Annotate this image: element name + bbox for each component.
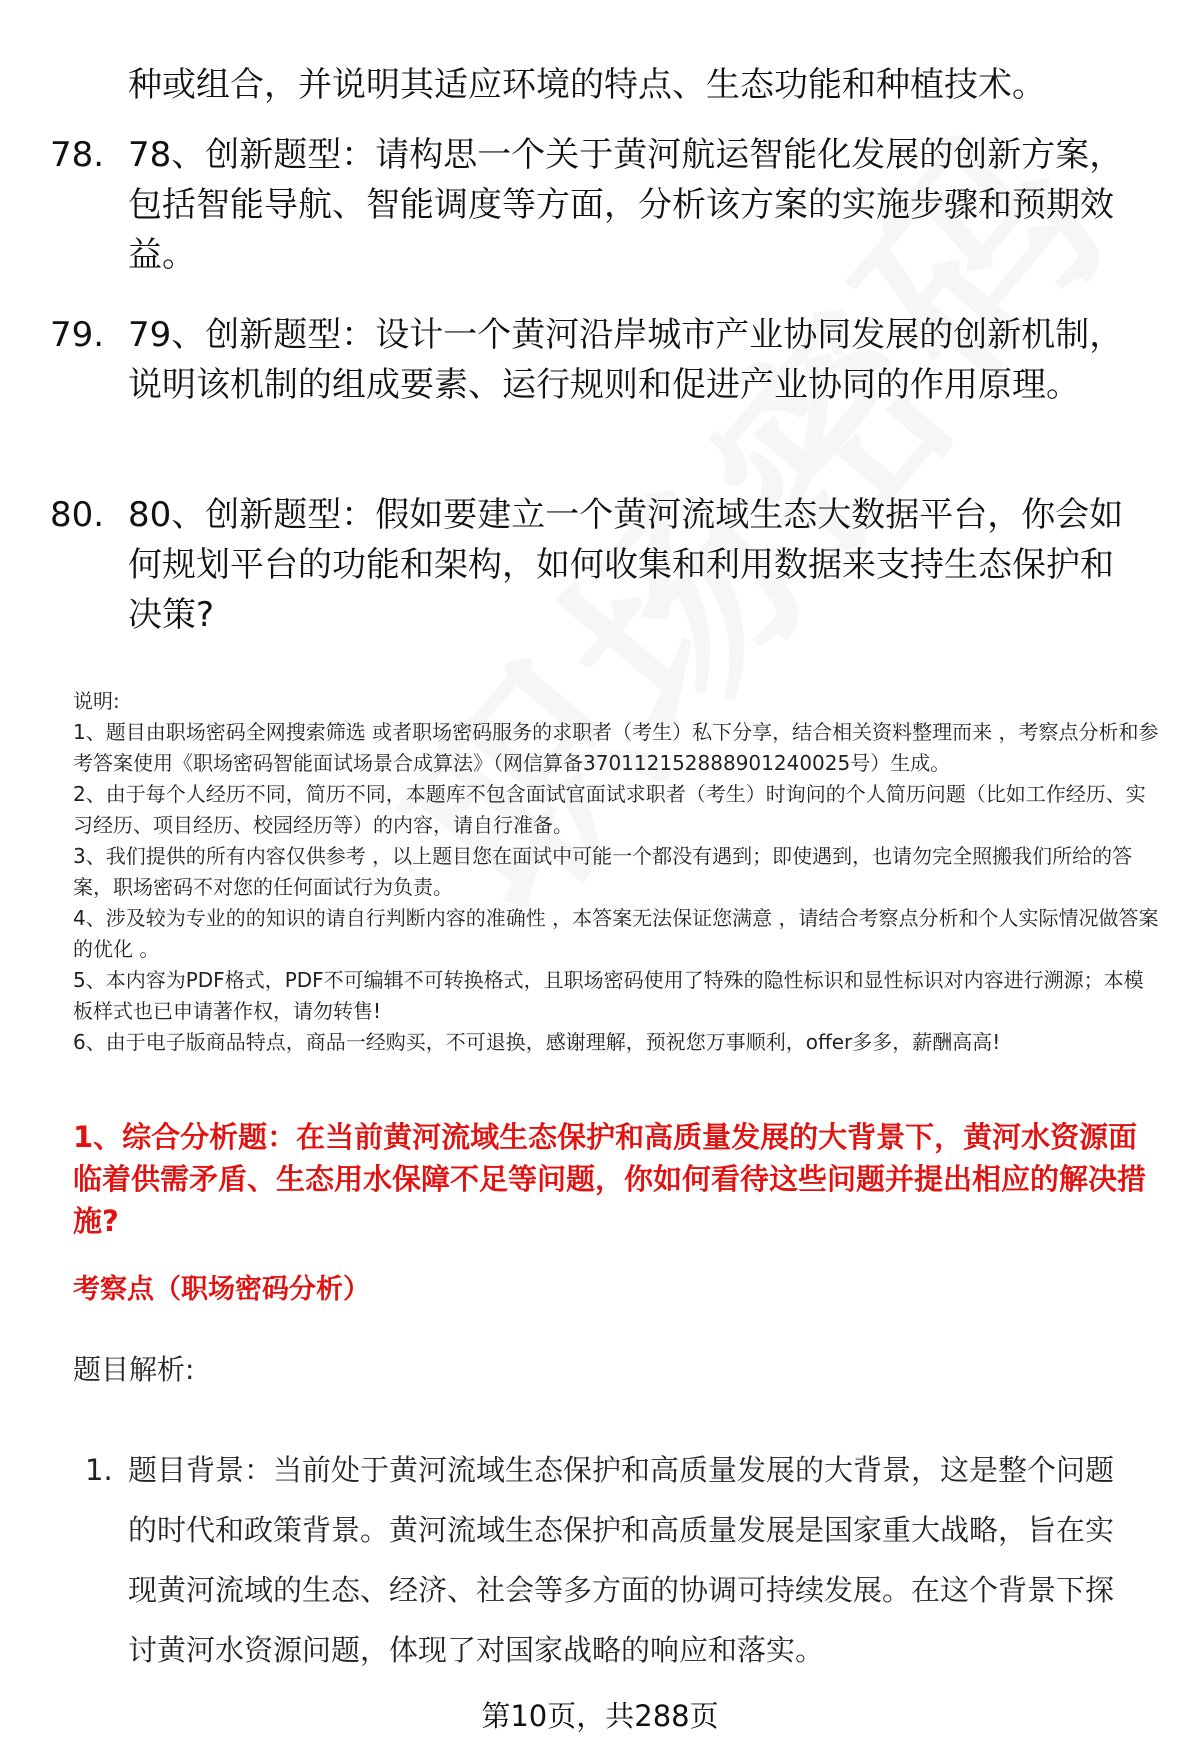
question-number: 80. bbox=[50, 495, 105, 535]
page-footer: 第10页，共288页 bbox=[481, 1699, 719, 1733]
analysis-item-number: 1. bbox=[85, 1453, 113, 1487]
notes-title: 说明: bbox=[73, 689, 120, 713]
question-1-heading: 1、综合分析题：在当前黄河流域生态保护和高质量发展的大背景下，黄河水资源面临着供需矛盾、生态用水保障不足等问题，你如何看待这些问题并提出相应的解决措施? bbox=[73, 1120, 1147, 1238]
analysis-item-text: 题目背景：当前处于黄河流域生态保护和高质量发展的大背景，这是整个问题的时代和政策背景。黄河流域生态保护和高质量发展是国家重大战略，旨在实现黄河流域的生态、经济、社会等多方面的协调可持续发展。在这个背景下探讨黄河水资源问题，体现了对国家战略的响应和落实。 bbox=[128, 1453, 1115, 1667]
analysis-label: 题目解析: bbox=[73, 1353, 195, 1386]
analysis-heading: 考察点（职场密码分析） bbox=[73, 1274, 370, 1305]
question-text: 79、创新题型：设计一个黄河沿岸城市产业协同发展的创新机制，说明该机制的组成要素、运行规则和促进产业协同的作用原理。 bbox=[128, 315, 1124, 405]
note-item: 2、由于每个人经历不同，简历不同，本题库不包含面试官面试求职者（考生）时询问的个人简历问题（比如工作经历、实习经历、项目经历、校园经历等）的内容，请自行准备。 bbox=[73, 782, 1146, 837]
question-text: 78、创新题型：请构思一个关于黄河航运智能化发展的创新方案，包括智能导航、智能调度等方面，分析该方案的实施步骤和预期效益。 bbox=[128, 135, 1124, 275]
question-text: 80、创新题型：假如要建立一个黄河流域生态大数据平台，你会如何规划平台的功能和架构，如何收集和利用数据来支持生态保护和决策? bbox=[128, 495, 1124, 635]
note-item: 4、涉及较为专业的的知识的请自行判断内容的准确性 ，本答案无法保证您满意 ，请结合考察点分析和个人实际情况做答案的优化 。 bbox=[73, 906, 1159, 961]
note-item: 3、我们提供的所有内容仅供参考 ，以上题目您在面试中可能一个都没有遇到；即使遇到，也请勿完全照搬我们所给的答案，职场密码不对您的任何面试行为负责。 bbox=[73, 844, 1133, 899]
note-item: 6、由于电子版商品特点，商品一经购买，不可退换，感谢理解，预祝您万事顺利，offer多多，薪酬高高! bbox=[73, 1030, 1001, 1054]
question-77-continuation: 种或组合，并说明其适应环境的特点、生态功能和种植技术。 bbox=[128, 65, 1046, 105]
question-number: 79. bbox=[50, 315, 105, 355]
note-item: 5、本内容为PDF格式，PDF不可编辑不可转换格式，且职场密码使用了特殊的隐性标识和显性标识对内容进行溯源；本模板样式也已申请著作权，请勿转售! bbox=[73, 968, 1144, 1023]
note-item: 1、题目由职场密码全网搜索筛选 或者职场密码服务的求职者（考生）私下分享，结合相关资料整理而来 ，考察点分析和参考答案使用《职场密码智能面试场景合成算法》（网信算备370112152888901240025号）生成。 bbox=[73, 720, 1159, 775]
question-number: 78. bbox=[50, 135, 105, 175]
notes-section bbox=[73, 686, 1163, 1058]
